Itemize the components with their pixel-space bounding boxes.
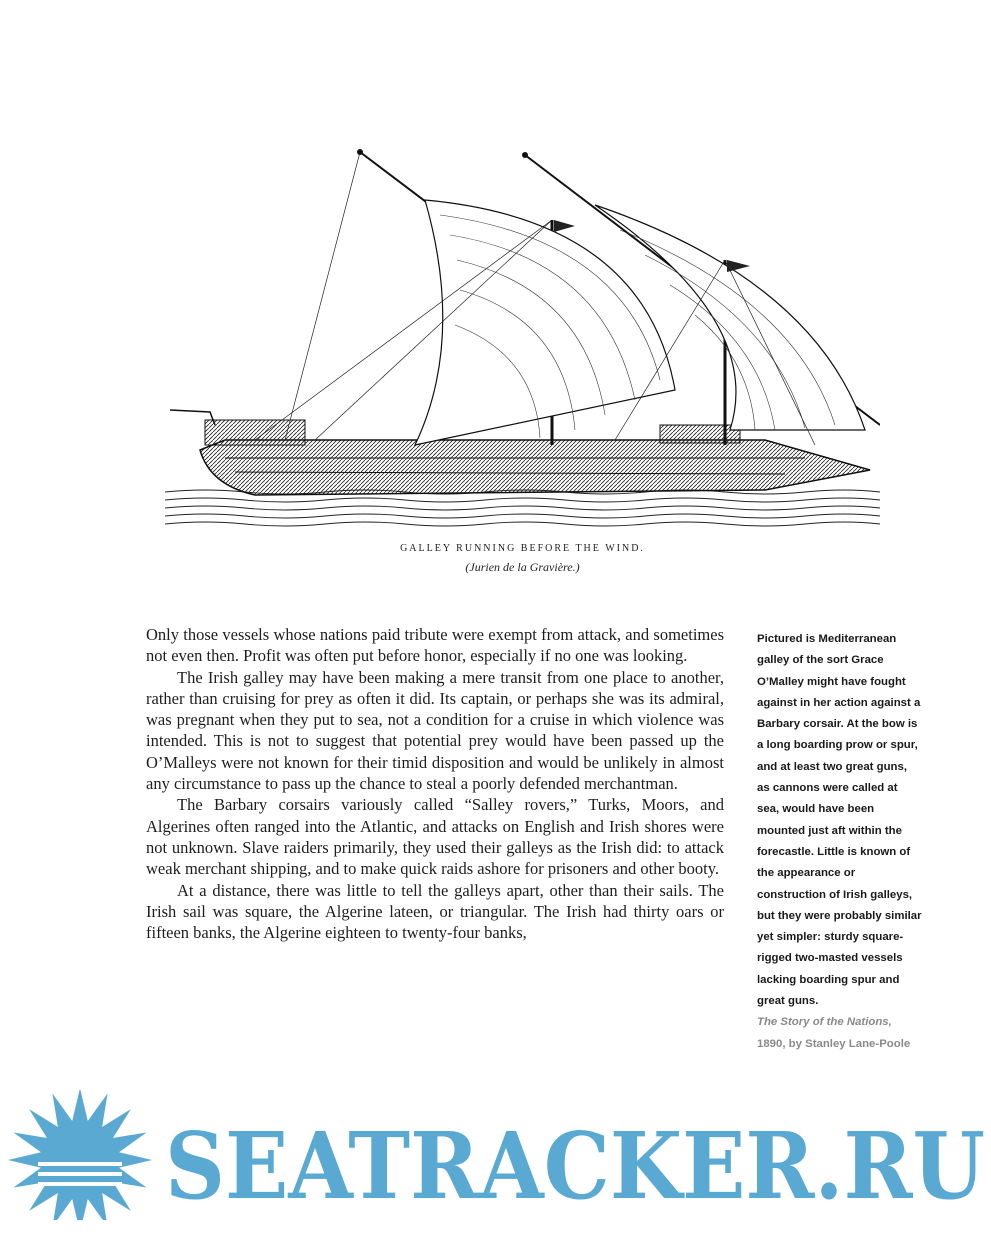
- sidebar-caption-text: Pictured is Mediterranean galley of the sort Grace O’Malley might have fought against in her action against a Barbary corsair. At the bow is a long boarding prow or spur, and at least two great guns, as cannons were called at sea, would have been mounted just aft within the forecastle. Little is known of the appearance or construction of Irish galleys, but they were probably similar yet simpler: sturdy square-rigged two-masted vessels lacking boarding spur and great guns.: [757, 633, 922, 1008]
- paragraph: At a distance, there was little to tell the galleys apart, other than their sails. The Irish sail was square, the Algerine lateen, or triangular. The Irish had thirty oars or fifteen banks, the Algerine eighteen to twenty-four banks,: [146, 880, 724, 943]
- galley-illustration: [165, 140, 880, 540]
- sidebar-caption: [757, 629, 922, 1055]
- figure-caption-credit: (Jurien de la Gravière.): [465, 560, 580, 574]
- sun-logo-icon: [8, 1090, 152, 1220]
- main-text: [146, 624, 724, 943]
- watermark-text: SEATRACKER.RU: [165, 1112, 985, 1220]
- sidebar-source: [757, 1012, 922, 1055]
- source-rest: 1890, by Stanley Lane-Poole: [757, 1037, 911, 1050]
- paragraph: The Barbary corsairs variously called “Salley rovers,” Turks, Moors, and Algerines often ranged into the Atlantic, and attacks on English and Irish shores were not unknown. Slave raiders primarily, they used their galleys as the Irish did: to attack weak merchant shipping, and to make quick raids ashore for prisoners and other booty.: [146, 795, 724, 879]
- source-title: The Story of the Nations,: [757, 1016, 892, 1029]
- paragraph: The Irish galley may have been making a mere transit from one place to another, rather than cruising for prey as often it did. Its captain, or perhaps she was its admiral, was pregnant when they put to sea, not a condition for a cruise in which violence was intended. This is not to suggest that potential prey would have been passed up the O’Malleys were not known for their timid disposition and would be unlikely in almost any circumstance to pass up the chance to steal a poorly defended merchantman.: [146, 667, 724, 794]
- paragraph: Only those vessels whose nations paid tribute were exempt from attack, and sometimes not even then. Profit was often put before honor, especially if no one was looking.: [146, 625, 724, 666]
- galley-engraving: [165, 140, 880, 540]
- figure-caption-title: GALLEY RUNNING BEFORE THE WIND.: [400, 543, 645, 554]
- galley-hull: [200, 440, 870, 495]
- watermark: [0, 1090, 991, 1220]
- watermark-graphic: [0, 1090, 991, 1220]
